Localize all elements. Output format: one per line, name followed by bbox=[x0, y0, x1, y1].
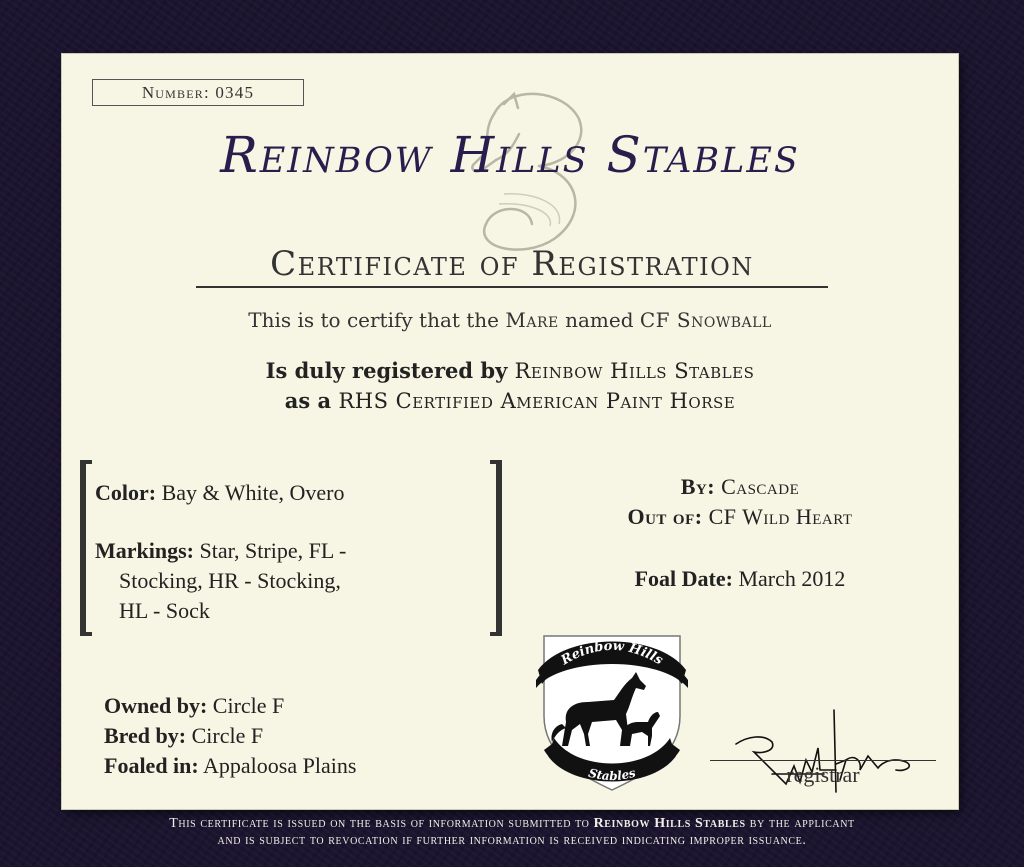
foal-date-row bbox=[540, 564, 940, 594]
registered-by-label: Is duly registered by bbox=[265, 358, 515, 383]
certify-middle: named bbox=[558, 308, 640, 332]
markings-row bbox=[95, 536, 455, 626]
dam-label: Out of: bbox=[627, 504, 703, 529]
horse-sex: Mare bbox=[505, 308, 559, 332]
sire-label: By: bbox=[680, 474, 716, 499]
dam-row bbox=[540, 502, 940, 532]
owned-by-label: Owned by: bbox=[104, 693, 208, 718]
bred-by-row bbox=[104, 721, 484, 751]
foal-date-label: Foal Date: bbox=[634, 566, 733, 591]
seal-top-text: Reinbow Hills bbox=[558, 638, 666, 669]
owned-by-value: Circle F bbox=[207, 693, 285, 718]
sire-name: Cascade bbox=[715, 474, 800, 499]
footer-line1-prefix: This certificate is issued on the basis of information submitted to bbox=[169, 816, 594, 831]
signature-line bbox=[710, 760, 936, 761]
breed-name: RHS Certified American Paint Horse bbox=[338, 389, 736, 413]
registrar-label: registrar bbox=[786, 762, 860, 787]
foaled-in-label: Foaled in: bbox=[104, 753, 199, 778]
certificate-footer bbox=[0, 815, 1024, 849]
markings-line-2: Stocking, HR - Stocking, bbox=[119, 568, 341, 593]
owned-by-row bbox=[104, 691, 484, 721]
right-bracket bbox=[490, 460, 502, 636]
lineage-details bbox=[540, 472, 940, 594]
color-value: Bay & White, Overo bbox=[156, 480, 345, 505]
footer-line2: and is subject to revocation if further information is received indicating improper issuance. bbox=[217, 833, 807, 848]
left-bracket bbox=[80, 460, 92, 636]
stable-name-title: Reinbow Hills Stables bbox=[220, 126, 800, 184]
certificate-paper bbox=[62, 54, 958, 809]
horse-name: CF Snowball bbox=[639, 308, 772, 332]
sire-row bbox=[540, 472, 940, 502]
color-row bbox=[95, 478, 455, 508]
registering-stable: Reinbow Hills Stables bbox=[514, 359, 755, 383]
dam-name: CF Wild Heart bbox=[702, 504, 853, 529]
registration-statement bbox=[62, 356, 958, 416]
foal-date-value: March 2012 bbox=[732, 566, 846, 591]
bred-by-label: Bred by: bbox=[104, 723, 187, 748]
horse-details bbox=[95, 478, 455, 626]
stable-seal-logo bbox=[532, 626, 692, 794]
ownership-details bbox=[104, 691, 484, 781]
markings-line-3: HL - Sock bbox=[119, 598, 210, 623]
markings-label: Markings: bbox=[95, 538, 194, 563]
foaled-in-row bbox=[104, 751, 484, 781]
certificate-number: Number: 0345 bbox=[92, 79, 304, 106]
markings-line-1: Star, Stripe, FL - bbox=[194, 538, 347, 563]
certify-statement bbox=[62, 308, 958, 332]
color-label: Color: bbox=[95, 480, 157, 505]
foaled-in-value: Appaloosa Plains bbox=[198, 753, 357, 778]
bred-by-value: Circle F bbox=[186, 723, 264, 748]
footer-stable-name: Reinbow Hills Stables bbox=[593, 816, 746, 831]
certificate-title: Certificate of Registration bbox=[196, 244, 828, 288]
footer-line1-suffix: by the applicant bbox=[745, 816, 855, 831]
registered-as-label: as a bbox=[284, 388, 339, 413]
seal-bottom-text: Stables bbox=[586, 765, 638, 784]
certify-prefix: This is to certify that the bbox=[248, 308, 506, 332]
